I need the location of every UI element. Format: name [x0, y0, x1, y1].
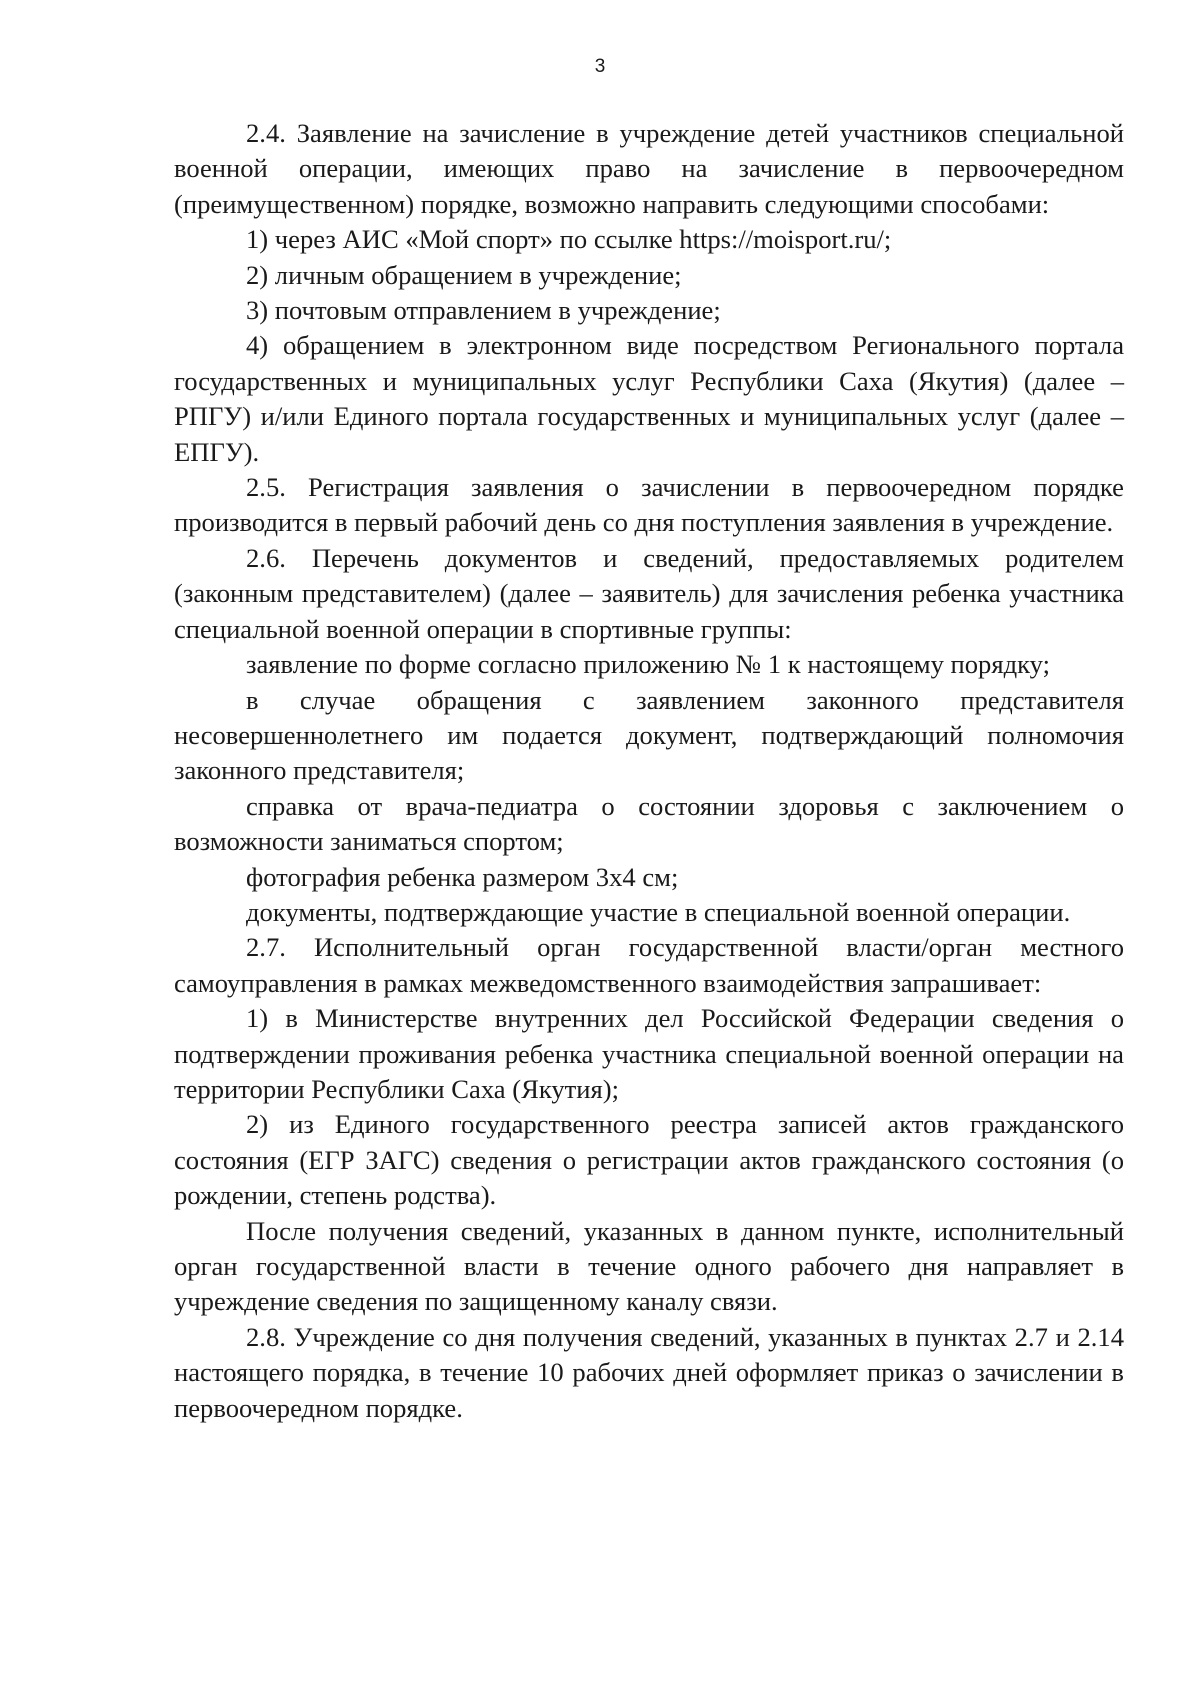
list-item-electronic-portal: 4) обращением в электронном виде посредством Регионального портала государственных и муниципальных услуг Республики Саха (Якутия) (далее – РПГУ) и/или Единого портала государственных и муниципальных услуг (далее – ЕПГУ).: [174, 330, 1124, 467]
document-item-medical-certificate: справка от врача-педиатра о состоянии здоровья с заключением о возможности заниматься спортом;: [174, 790, 1124, 857]
document-item-authority: в случае обращения с заявлением законного представителя несовершеннолетнего им подается документ, подтверждающий полномочия законного представителя;: [174, 684, 1124, 786]
paragraph-after-info: После получения сведений, указанных в данном пункте, исполнительный орган государственной власти в течение одного рабочего дня направляет в учреждение сведения по защищенному каналу связи.: [174, 1215, 1124, 1317]
request-item-zags: 2) из Единого государственного реестра записей актов гражданского состояния (ЕГР ЗАГС) сведения о регистрации актов гражданского состояния (о рождении, степень родства).: [174, 1109, 1124, 1211]
paragraph-2-7: 2.7. Исполнительный орган государственной власти/орган местного самоуправления в рамках межведомственного взаимодействия запрашивает:: [174, 932, 1124, 998]
document-item-photo: фотография ребенка размером 3х4 см;: [246, 861, 679, 892]
paragraph-2-8: 2.8. Учреждение со дня получения сведений, указанных в пунктах 2.7 и 2.14 настоящего порядка, в течение 10 рабочих дней оформляет приказ о зачислении в первоочередном порядке.: [174, 1321, 1124, 1423]
list-item-personal-visit: 2) личным обращением в учреждение;: [246, 259, 682, 290]
page-number: 3: [594, 56, 606, 77]
paragraph-2-5: 2.5. Регистрация заявления о зачислении в первоочередном порядке производится в первый рабочий день со дня поступления заявления в учреждение.: [174, 472, 1124, 538]
request-item-mvd: 1) в Министерстве внутренних дел Российской Федерации сведения о подтверждении проживания ребенка участника специальной военной операции на территории Республики Саха (Якутия);: [174, 1003, 1124, 1104]
paragraph-2-6: 2.6. Перечень документов и сведений, предоставляемых родителем (законным представителем) (далее – заявитель) для зачисления ребенка участника специальной военной операции в спортивные группы:: [174, 542, 1124, 644]
list-item-ais-moi-sport: 1) через АИС «Мой спорт» по ссылке https://moisport.ru/;: [246, 224, 892, 255]
list-item-postal: 3) почтовым отправлением в учреждение;: [246, 295, 721, 326]
document-item-svo-proof: документы, подтверждающие участие в специальной военной операции.: [246, 896, 1071, 927]
document-item-application: заявление по форме согласно приложению № 1 к настоящему порядку;: [246, 649, 1050, 680]
document-body: [174, 116, 1124, 1426]
paragraph-2-4: 2.4. Заявление на зачисление в учреждение детей участников специальной военной операции, имеющих право на зачисление в первоочередном (преимущественном) порядке, возможно направить следующими способами:: [174, 118, 1124, 219]
